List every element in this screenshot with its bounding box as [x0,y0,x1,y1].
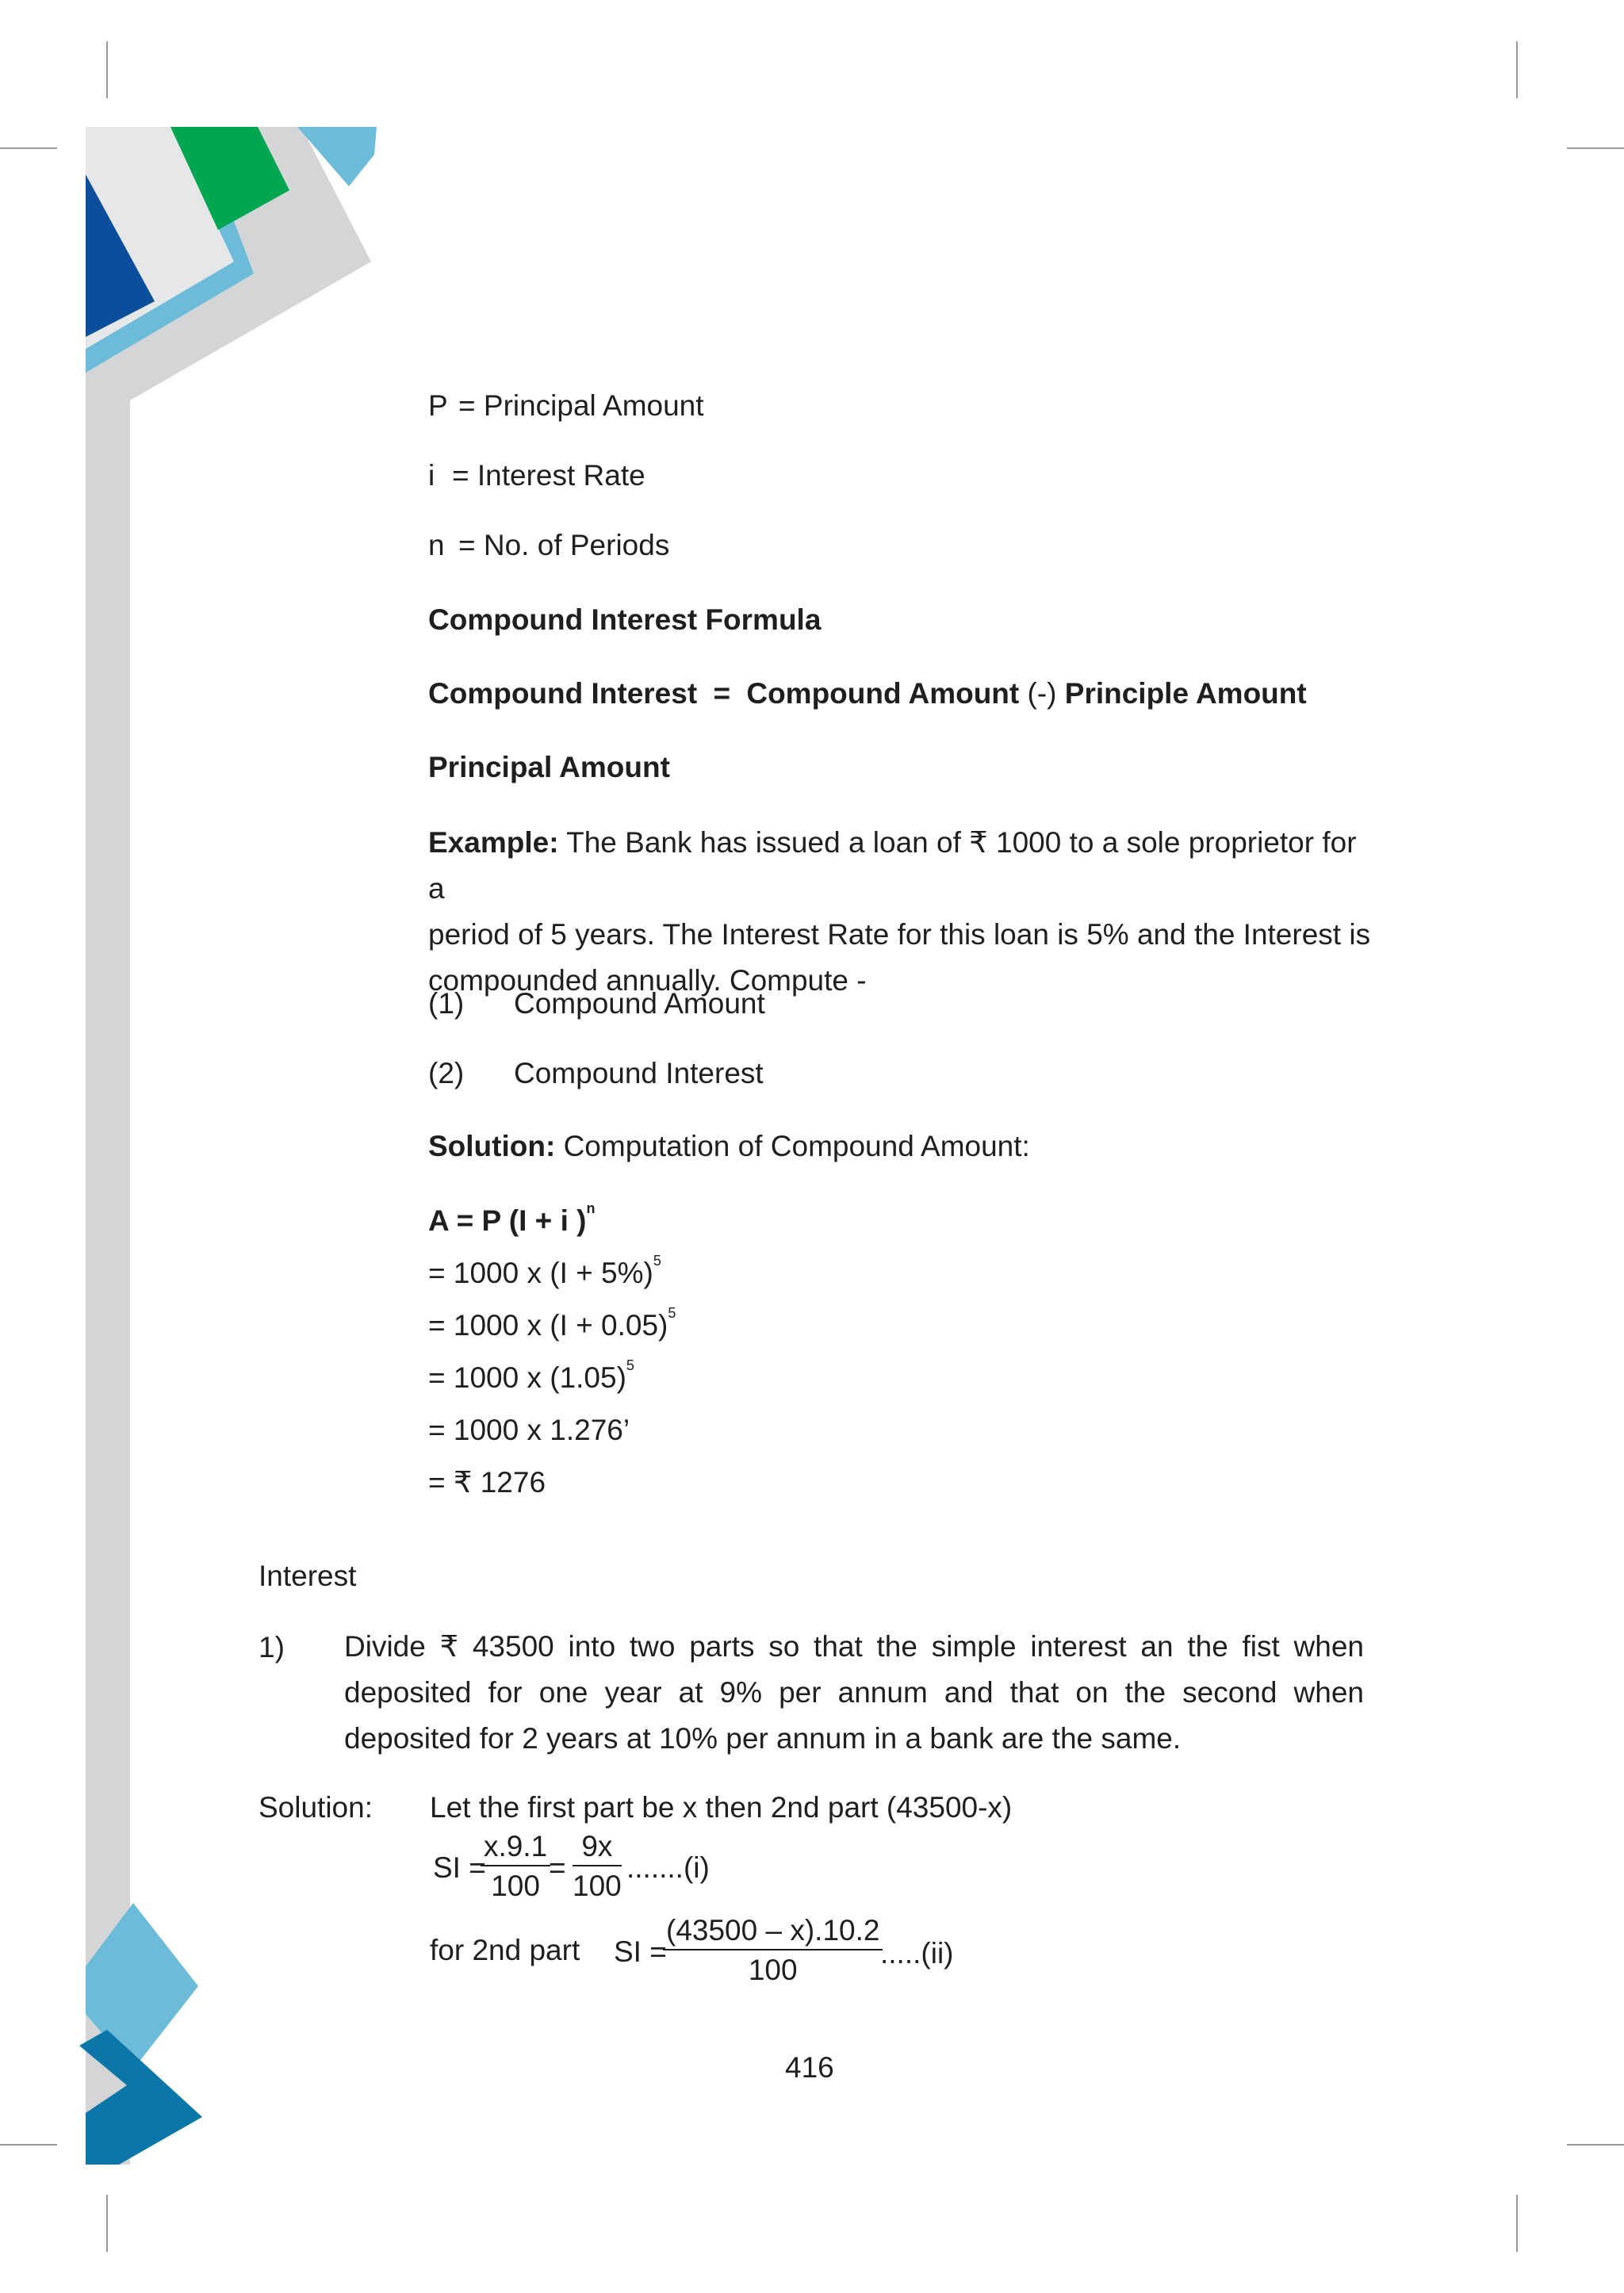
compute-item [428,986,765,1021]
computation-step [428,1413,630,1448]
computation-step [428,1357,634,1395]
computation-step [428,1253,661,1291]
eq2-tag: .....(ii) [880,1937,954,1970]
crop-mark-top-right-v [1516,41,1518,98]
problem-solution-label: Solution: [259,1791,373,1824]
example-text-1: The Bank has issued a loan of ₹ 1000 to a sole proprietor for a [428,826,1357,905]
crop-mark-bottom-left-h [0,2144,57,2146]
problem-number: 1) [259,1631,285,1663]
crop-mark-top-right-h [1567,147,1624,149]
fraction-numerator: x.9.1 [481,1830,550,1866]
example-line-2: period of 5 years. The Interest Rate for this loan is 5% and the Interest is [428,918,1371,951]
formula-left: Compound Interest [428,677,698,710]
compute-item-text: Compound Interest [514,1057,764,1089]
problem-line-2: deposited for one year at 9% per annum and that on the second when [344,1676,1364,1709]
formula-operator: (-) [1027,677,1057,710]
example-paragraph [428,820,1372,1004]
formula-right: Principle Amount [1064,677,1307,710]
definition-text: = Principal Amount [458,389,704,422]
definition-text: = Interest Rate [452,459,645,492]
example-label: Example: [428,826,559,859]
step-exponent: 5 [668,1305,676,1321]
definition-interest-rate [428,458,645,493]
step-main: = 1000 x (1.05) [428,1361,626,1394]
crop-mark-top-left-v [106,41,108,98]
solution-label: Solution: [428,1130,556,1162]
fraction-denominator: 100 [491,1870,540,1902]
computation-result [428,1465,546,1500]
step-main: = 1000 x 1.276’ [428,1414,630,1446]
formula-mid: Compound Amount [746,677,1020,710]
compound-interest-formula-line [428,676,1307,711]
compute-item-number: (2) [428,1057,465,1089]
crop-mark-top-left-h [0,147,57,149]
compute-item-number: (1) [428,987,465,1020]
eq2-lhs: SI = [614,1935,667,1968]
step-main: A = P (I + i ) [428,1204,587,1237]
fraction-denominator: 100 [573,1870,622,1902]
definition-symbol: P [428,389,448,422]
step-main: = ₹ 1276 [428,1466,546,1499]
fraction-denominator: 100 [748,1954,798,1986]
crop-mark-bottom-left-v [106,2195,108,2252]
step-exponent: 5 [653,1253,661,1269]
eq1-tag: .......(i) [626,1851,710,1884]
principal-amount-heading: Principal Amount [428,751,670,783]
problem-text [344,1624,1364,1762]
step-exponent: n [586,1200,596,1216]
compute-item-text: Compound Amount [514,987,765,1020]
eq2-fraction [663,1914,883,1987]
step-main: = 1000 x (I + 0.05) [428,1309,668,1342]
problem-line-3: deposited for 2 years at 10% per annum in a bank are the same. [344,1722,1182,1755]
definition-text: = No. of Periods [458,529,670,561]
problem-line-1: Divide ₹ 43500 into two parts so that the simple interest an the fist when [344,1630,1364,1663]
computation-step [428,1305,676,1343]
compound-interest-formula-heading: Compound Interest Formula [428,603,822,636]
eq1-fraction-1 [481,1830,550,1903]
solution-line [428,1129,1030,1164]
fraction-numerator: 9x [573,1830,622,1866]
compute-item [428,1056,764,1091]
definition-symbol: n [428,529,445,561]
solution-text: Computation of Compound Amount: [555,1130,1030,1162]
crop-mark-bottom-right-v [1516,2195,1518,2252]
eq2-prefix: for 2nd part [430,1934,580,1966]
eq1-fraction-2 [573,1830,622,1903]
formula-equals: = [713,677,731,710]
step-main: = 1000 x (I + 5%) [428,1257,653,1289]
definition-symbol: i [428,459,435,492]
problem-solution-text: Let the first part be x then 2nd part (43500-x) [430,1791,1013,1824]
definition-periods [428,528,669,563]
fraction-numerator: (43500 – x).10.2 [663,1914,883,1950]
definition-principal [428,389,704,423]
example-line-3: compounded annually. Compute - [428,964,867,997]
section-title: Interest [259,1560,357,1592]
crop-mark-bottom-right-h [1567,2144,1624,2146]
step-exponent: 5 [626,1357,634,1373]
example-line-1 [428,820,1372,912]
computation-step [428,1200,596,1238]
page-number: 416 [785,2051,834,2084]
eq1-equals: = [549,1851,566,1884]
eq1-lhs: SI = [433,1851,486,1884]
sidebar-band [86,127,130,2165]
